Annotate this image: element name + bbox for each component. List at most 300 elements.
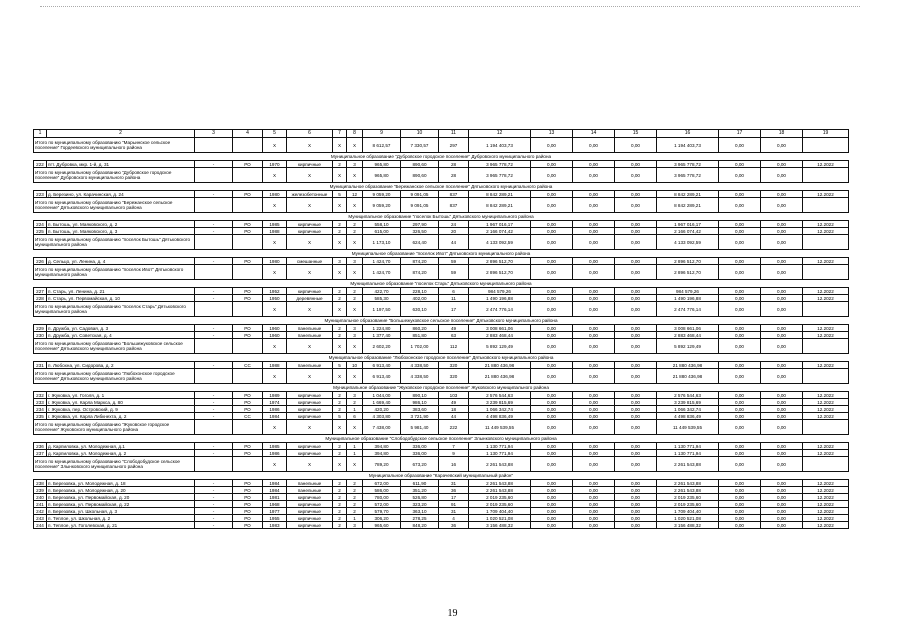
table-cell: 2 261 543,88 xyxy=(657,487,719,494)
subtotal-cell xyxy=(233,235,263,250)
table-cell: 2 xyxy=(333,487,347,494)
subtotal-cell: X xyxy=(347,265,363,280)
address-cell: г. Жуковка, ул. Гоголя, д. 1 xyxy=(47,392,195,399)
table-cell: 0,00 xyxy=(719,501,761,508)
table-cell: РО xyxy=(233,191,263,198)
table-cell: - xyxy=(195,191,233,198)
table-cell: 11 xyxy=(439,295,469,302)
table-cell: 0,00 xyxy=(615,161,657,168)
subtotal-cell: 890,60 xyxy=(401,168,439,183)
section-title: Муниципальное образование "Слободобудское сельское поселение" Злынковского муниципального района xyxy=(34,435,849,443)
table-cell: 0,00 xyxy=(531,332,573,339)
subtotal-cell: X xyxy=(287,339,333,354)
table-cell: 1985 xyxy=(263,443,287,450)
table-cell: 394,80 xyxy=(363,443,401,450)
column-number: 7 xyxy=(333,130,347,138)
table-cell: 36 xyxy=(439,487,469,494)
subtotal-row xyxy=(34,457,849,472)
subtotal-cell: 0,00 xyxy=(573,265,615,280)
table-cell: 363,10 xyxy=(401,508,439,515)
table-cell: 1 130 771,94 xyxy=(657,450,719,457)
table-cell: 0,00 xyxy=(615,450,657,457)
subtotal-cell: 2 896 512,70 xyxy=(469,265,531,280)
table-cell: 20 xyxy=(439,228,469,235)
table-cell: 12.2022 xyxy=(803,258,849,265)
table-cell: 0,00 xyxy=(615,487,657,494)
table-cell: 383,60 xyxy=(401,406,439,413)
table-cell: 1986 xyxy=(263,406,287,413)
table-cell: 2 xyxy=(333,288,347,295)
subtotal-cell: 965,80 xyxy=(363,168,401,183)
subtotal-cell: 0,00 xyxy=(615,168,657,183)
column-number: 12 xyxy=(469,130,531,138)
table-cell: кирпичные xyxy=(287,515,333,522)
table-cell: деревянные xyxy=(287,295,333,302)
subtotal-cell: X xyxy=(263,457,287,472)
table-cell: 2 xyxy=(333,228,347,235)
address-cell: г. Жуковка, ул. Карла Либкнехта, д. 2 xyxy=(47,413,195,420)
table-cell: 4 498 836,49 xyxy=(657,413,719,420)
table-cell: 986,10 xyxy=(401,399,439,406)
subtotal-label: Итого по муниципальному образованию "Дубровское городское поселение" Дубровского муниципального района xyxy=(34,168,195,183)
table-cell: 12.2022 xyxy=(803,161,849,168)
subtotal-cell: X xyxy=(263,369,287,384)
table-cell: 12.2022 xyxy=(803,522,849,529)
table-cell: 2 576 544,63 xyxy=(657,392,719,399)
address-cell: п. Березовка, ул. Школьная, д. 3 xyxy=(47,508,195,515)
subtotal-label: Итого по муниципальному образованию "Бережанское сельское поселение" Дятьковского муниципального района xyxy=(34,198,195,213)
table-cell: 12.2022 xyxy=(803,288,849,295)
table-cell: кирпичные xyxy=(287,443,333,450)
address-cell: г. Жуковка, ул. Карла Маркса, д. 80 xyxy=(47,399,195,406)
table-cell: 1 709 404,40 xyxy=(657,508,719,515)
table-cell: 320 xyxy=(439,362,469,369)
table-cell: 0,00 xyxy=(719,443,761,450)
table-cell: 5 xyxy=(333,413,347,420)
table-cell: 3 239 815,69 xyxy=(657,399,719,406)
table-cell: 0,00 xyxy=(615,191,657,198)
subtotal-cell xyxy=(233,369,263,384)
subtotal-cell: 7 438,00 xyxy=(363,420,401,435)
subtotal-label: Итого по муниципальному образованию "поселок Ивот" Дятьковского муниципального района xyxy=(34,265,195,280)
table-cell: 306,20 xyxy=(363,515,401,522)
table-cell: 1952 xyxy=(263,288,287,295)
table-cell: - xyxy=(195,221,233,228)
table-cell: 0,00 xyxy=(719,325,761,332)
table-cell: 28 xyxy=(439,161,469,168)
table-cell: 12.2022 xyxy=(803,362,849,369)
row-number: 228 xyxy=(34,295,47,302)
table-cell: 0,00 xyxy=(615,406,657,413)
subtotal-cell: 2 474 776,14 xyxy=(469,302,531,317)
address-cell: п. Дружба, ул. Садовая, д. 3 xyxy=(47,325,195,332)
subtotal-cell: 0,00 xyxy=(761,198,803,213)
row-number: 240 xyxy=(34,494,47,501)
column-number: 9 xyxy=(363,130,401,138)
table-cell: 1984 xyxy=(263,480,287,487)
table-cell: 0,00 xyxy=(761,191,803,198)
address-cell: п. Березовка, ул. Молодежная, д. 18 xyxy=(47,480,195,487)
section-title: Муниципальное образование "Карачевский муниципальный район" xyxy=(34,472,849,480)
table-cell: 3 xyxy=(347,161,363,168)
subtotal-cell: 0,00 xyxy=(531,168,573,183)
table-row xyxy=(34,392,849,399)
table-cell: 0,00 xyxy=(761,161,803,168)
table-cell: 1 709 404,40 xyxy=(469,508,531,515)
subtotal-cell: 9 091,05 xyxy=(401,198,439,213)
subtotal-cell xyxy=(803,420,849,435)
table-cell: 3 xyxy=(347,522,363,529)
column-number: 14 xyxy=(573,130,615,138)
table-cell: 1985 xyxy=(263,221,287,228)
subtotal-cell: X xyxy=(347,339,363,354)
table-cell: 4 498 836,49 xyxy=(469,413,531,420)
table-cell: 0,00 xyxy=(761,494,803,501)
table-cell: 2 xyxy=(347,399,363,406)
subtotal-cell: 0,00 xyxy=(531,457,573,472)
table-cell: 0,00 xyxy=(573,443,615,450)
table-cell: - xyxy=(195,332,233,339)
table-cell: 0,00 xyxy=(573,399,615,406)
subtotal-cell: 0,00 xyxy=(531,420,573,435)
section-title: Муниципальное образование "поселок Бытошь" Дятьковского муниципального района xyxy=(34,213,849,221)
table-cell: 984 579,26 xyxy=(469,288,531,295)
subtotal-cell: 0,00 xyxy=(761,138,803,153)
section-row xyxy=(34,435,849,443)
subtotal-cell: 673,20 xyxy=(401,457,439,472)
table-cell: 0,00 xyxy=(719,191,761,198)
table-cell: 5 xyxy=(333,362,347,369)
table-cell: 12.2022 xyxy=(803,501,849,508)
subtotal-row xyxy=(34,168,849,183)
subtotal-cell: X xyxy=(347,302,363,317)
table-cell: 31 xyxy=(439,508,469,515)
table-cell: 0,00 xyxy=(719,522,761,529)
table-cell: 44 xyxy=(439,413,469,420)
table-cell: 2 xyxy=(333,508,347,515)
table-cell: кирпичные xyxy=(287,392,333,399)
table-cell: 0,00 xyxy=(573,480,615,487)
subtotal-cell xyxy=(233,138,263,153)
table-cell: РО xyxy=(233,392,263,399)
subtotal-cell: 0,00 xyxy=(761,235,803,250)
table-cell: кирпичные xyxy=(287,228,333,235)
subtotal-cell: 44 xyxy=(439,235,469,250)
table-cell: 0,00 xyxy=(573,515,615,522)
subtotal-cell: 11 449 539,55 xyxy=(469,420,531,435)
table-cell: 420,20 xyxy=(363,406,401,413)
subtotal-cell: 0,00 xyxy=(573,138,615,153)
table-row xyxy=(34,450,849,457)
table-cell: 0,00 xyxy=(761,258,803,265)
table-cell: 1 xyxy=(347,450,363,457)
subtotal-cell: X xyxy=(287,168,333,183)
table-cell: 1 130 771,94 xyxy=(469,443,531,450)
table-cell: 1 424,70 xyxy=(363,258,401,265)
table-row xyxy=(34,399,849,406)
column-number: 19 xyxy=(803,130,849,138)
address-cell: п. Березовка, ул. Первомайская, д. 22 xyxy=(47,501,195,508)
table-cell: 0,00 xyxy=(615,221,657,228)
table-cell: 860,20 xyxy=(401,325,439,332)
subtotal-cell: 0,00 xyxy=(573,235,615,250)
table-cell: 4 338,50 xyxy=(401,362,439,369)
table-cell: - xyxy=(195,413,233,420)
column-number: 13 xyxy=(531,130,573,138)
table-cell: 1 130 771,94 xyxy=(469,450,531,457)
subtotal-cell xyxy=(803,235,849,250)
subtotal-cell: 0,00 xyxy=(531,138,573,153)
subtotal-cell: X xyxy=(287,302,333,317)
table-cell: 0,00 xyxy=(761,325,803,332)
table-cell: 17 xyxy=(439,494,469,501)
address-cell: п. Теплое, ул. Школьная, д. 2 xyxy=(47,515,195,522)
table-cell: 2 019 235,60 xyxy=(469,494,531,501)
table-cell: 12.2022 xyxy=(803,413,849,420)
subtotal-cell: 0,00 xyxy=(761,369,803,384)
table-cell: 1960 xyxy=(263,325,287,332)
subtotal-cell: 0,00 xyxy=(615,198,657,213)
address-cell: п. Старь, ул. Первомайская, д. 10 xyxy=(47,295,195,302)
table-cell: 0,00 xyxy=(761,288,803,295)
subtotal-cell: 4 133 092,59 xyxy=(469,235,531,250)
table-cell: 0,00 xyxy=(531,487,573,494)
subtotal-cell: 0,00 xyxy=(573,369,615,384)
subtotal-cell: 0,00 xyxy=(573,420,615,435)
table-cell: 0,00 xyxy=(573,332,615,339)
subtotal-cell: 1 173,10 xyxy=(363,235,401,250)
table-cell: - xyxy=(195,494,233,501)
subtotal-cell: 0,00 xyxy=(719,138,761,153)
address-cell: д. Сельцо, ул. Ленина, д. 4 xyxy=(47,258,195,265)
subtotal-cell: 0,00 xyxy=(719,168,761,183)
table-cell: РО xyxy=(233,501,263,508)
subtotal-cell: 0,00 xyxy=(719,339,761,354)
subtotal-cell: 2 896 512,70 xyxy=(657,265,719,280)
subtotal-cell: X xyxy=(347,198,363,213)
table-cell: 3 008 661,06 xyxy=(657,325,719,332)
section-row xyxy=(34,280,849,288)
table-cell: 0,00 xyxy=(573,392,615,399)
row-number: 231 xyxy=(34,362,47,369)
table-cell: 0,00 xyxy=(719,295,761,302)
table-cell: 874,20 xyxy=(401,258,439,265)
row-number: 224 xyxy=(34,221,47,228)
table-cell: 1 xyxy=(347,443,363,450)
subtotal-cell: 0,00 xyxy=(761,168,803,183)
subtotal-cell: 874,20 xyxy=(401,265,439,280)
table-cell: 1 490 196,88 xyxy=(469,295,531,302)
table-row xyxy=(34,221,849,228)
table-cell: 326,50 xyxy=(401,228,439,235)
table-cell: 12.2022 xyxy=(803,494,849,501)
table-cell: 851,80 xyxy=(401,332,439,339)
column-number: 2 xyxy=(47,130,195,138)
subtotal-cell xyxy=(803,198,849,213)
subtotal-cell: 0,00 xyxy=(531,265,573,280)
table-cell: 103 xyxy=(439,392,469,399)
table-cell: 0,00 xyxy=(719,494,761,501)
subtotal-cell: 0,00 xyxy=(761,457,803,472)
table-cell: 558,10 xyxy=(363,221,401,228)
table-cell: 1981 xyxy=(263,494,287,501)
table-cell: 2 xyxy=(333,501,347,508)
table-row xyxy=(34,325,849,332)
subtotal-cell: 0,00 xyxy=(615,339,657,354)
table-cell: 3 156 488,32 xyxy=(657,522,719,529)
section-row xyxy=(34,317,849,325)
subtotal-cell: X xyxy=(333,138,347,153)
column-number: 5 xyxy=(263,130,287,138)
subtotal-cell: 21 880 436,98 xyxy=(469,369,531,384)
subtotal-cell: X xyxy=(263,198,287,213)
table-cell: 12.2022 xyxy=(803,450,849,457)
table-cell: 0,00 xyxy=(761,508,803,515)
table-cell: 0,00 xyxy=(573,406,615,413)
table-cell: - xyxy=(195,487,233,494)
table-cell: 0,00 xyxy=(573,487,615,494)
table-cell: 10 xyxy=(347,362,363,369)
table-cell: 0,00 xyxy=(615,413,657,420)
subtotal-cell xyxy=(803,457,849,472)
table-cell: - xyxy=(195,258,233,265)
row-number: 227 xyxy=(34,288,47,295)
table-cell: 1974 xyxy=(263,399,287,406)
table-cell: 9 xyxy=(439,450,469,457)
table-cell: 0,00 xyxy=(531,295,573,302)
row-number: 235 xyxy=(34,413,47,420)
subtotal-cell: X xyxy=(333,302,347,317)
table-cell: 0,00 xyxy=(573,362,615,369)
table-cell: 1950 xyxy=(263,295,287,302)
address-cell: п. Старь, ул. Ленина, д. 21 xyxy=(47,288,195,295)
table-cell: кирпичные xyxy=(287,161,333,168)
table-cell: 1 130 771,94 xyxy=(657,443,719,450)
table-cell: 12.2022 xyxy=(803,325,849,332)
subtotal-cell: X xyxy=(333,457,347,472)
subtotal-cell: 0,00 xyxy=(615,302,657,317)
table-cell: 579,70 xyxy=(363,508,401,515)
subtotal-cell xyxy=(195,138,233,153)
subtotal-cell: 320 xyxy=(439,369,469,384)
table-cell: РО xyxy=(233,221,263,228)
subtotal-cell: 0,00 xyxy=(531,235,573,250)
table-cell: 3 xyxy=(347,258,363,265)
table-row xyxy=(34,161,849,168)
table-row xyxy=(34,332,849,339)
section-row xyxy=(34,183,849,191)
table-cell: - xyxy=(195,161,233,168)
table-cell: РО xyxy=(233,161,263,168)
repair-program-table xyxy=(33,129,849,529)
section-title: Муниципальное образование "Дубровское городское поселение" Дубровского муниципального района xyxy=(34,153,849,161)
table-cell: 402,00 xyxy=(401,295,439,302)
table-cell: 1980 xyxy=(263,258,287,265)
table-cell: 0,00 xyxy=(573,522,615,529)
table-row xyxy=(34,487,849,494)
table-row xyxy=(34,522,849,529)
table-cell: 0,00 xyxy=(573,413,615,420)
table-cell: 1988 xyxy=(263,228,287,235)
subtotal-cell: 0,00 xyxy=(573,168,615,183)
table-cell: 0,00 xyxy=(719,332,761,339)
subtotal-cell: 0,00 xyxy=(761,420,803,435)
subtotal-cell: 2 474 776,14 xyxy=(657,302,719,317)
table-cell: 2 xyxy=(347,494,363,501)
subtotal-cell: 0,00 xyxy=(615,138,657,153)
table-cell: 1980 xyxy=(263,191,287,198)
table-cell: 1 044,00 xyxy=(363,392,401,399)
subtotal-cell: X xyxy=(263,420,287,435)
table-cell: 3 965 778,72 xyxy=(469,161,531,168)
table-cell: 0,00 xyxy=(761,221,803,228)
table-cell: 2 xyxy=(333,494,347,501)
table-cell: - xyxy=(195,480,233,487)
table-cell: 1 066 342,74 xyxy=(657,406,719,413)
table-cell: 0,00 xyxy=(573,161,615,168)
table-cell: 1 xyxy=(347,515,363,522)
subtotal-cell: 0,00 xyxy=(531,302,573,317)
table-cell: 0,00 xyxy=(761,392,803,399)
table-cell: кирпичные xyxy=(287,221,333,228)
table-cell: 1 490 196,88 xyxy=(657,295,719,302)
table-row xyxy=(34,515,849,522)
table-cell: РО xyxy=(233,508,263,515)
table-cell: РО xyxy=(233,494,263,501)
table-cell: 0,00 xyxy=(531,494,573,501)
table-cell: - xyxy=(195,399,233,406)
column-number: 4 xyxy=(233,130,263,138)
column-number: 16 xyxy=(657,130,719,138)
subtotal-cell: X xyxy=(333,420,347,435)
table-cell: 0,00 xyxy=(761,413,803,420)
subtotal-cell: 16 xyxy=(439,457,469,472)
subtotal-cell: 0,00 xyxy=(761,339,803,354)
table-cell: 9 059,20 xyxy=(363,191,401,198)
subtotal-cell: X xyxy=(263,339,287,354)
table-cell: 0,00 xyxy=(719,450,761,457)
table-cell: 0,00 xyxy=(615,392,657,399)
table-cell: 0,00 xyxy=(761,362,803,369)
table-cell: 0,00 xyxy=(573,501,615,508)
page-number: 19 xyxy=(447,608,458,619)
section-row xyxy=(34,153,849,161)
table-cell: 1989 xyxy=(263,392,287,399)
subtotal-cell: 2 261 543,88 xyxy=(657,457,719,472)
table-cell: 0,00 xyxy=(615,362,657,369)
subtotal-cell xyxy=(803,265,849,280)
column-number: 15 xyxy=(615,130,657,138)
table-cell: 0,00 xyxy=(761,480,803,487)
table-cell: 1983 xyxy=(263,522,287,529)
table-row xyxy=(34,508,849,515)
table-cell: РО xyxy=(233,228,263,235)
row-number: 232 xyxy=(34,392,47,399)
table-cell: 1 020 521,08 xyxy=(469,515,531,522)
table-cell: 3 xyxy=(347,332,363,339)
table-cell: 0,00 xyxy=(719,288,761,295)
table-cell: панельные xyxy=(287,480,333,487)
subtotal-cell: X xyxy=(263,168,287,183)
table-row xyxy=(34,443,849,450)
row-number: 237 xyxy=(34,450,47,457)
subtotal-cell: 3 965 778,72 xyxy=(657,168,719,183)
table-cell: 0,00 xyxy=(761,450,803,457)
table-cell: кирпичные xyxy=(287,494,333,501)
table-cell: 780,00 xyxy=(363,494,401,501)
table-cell: 12.2022 xyxy=(803,443,849,450)
table-cell: 0,00 xyxy=(615,443,657,450)
